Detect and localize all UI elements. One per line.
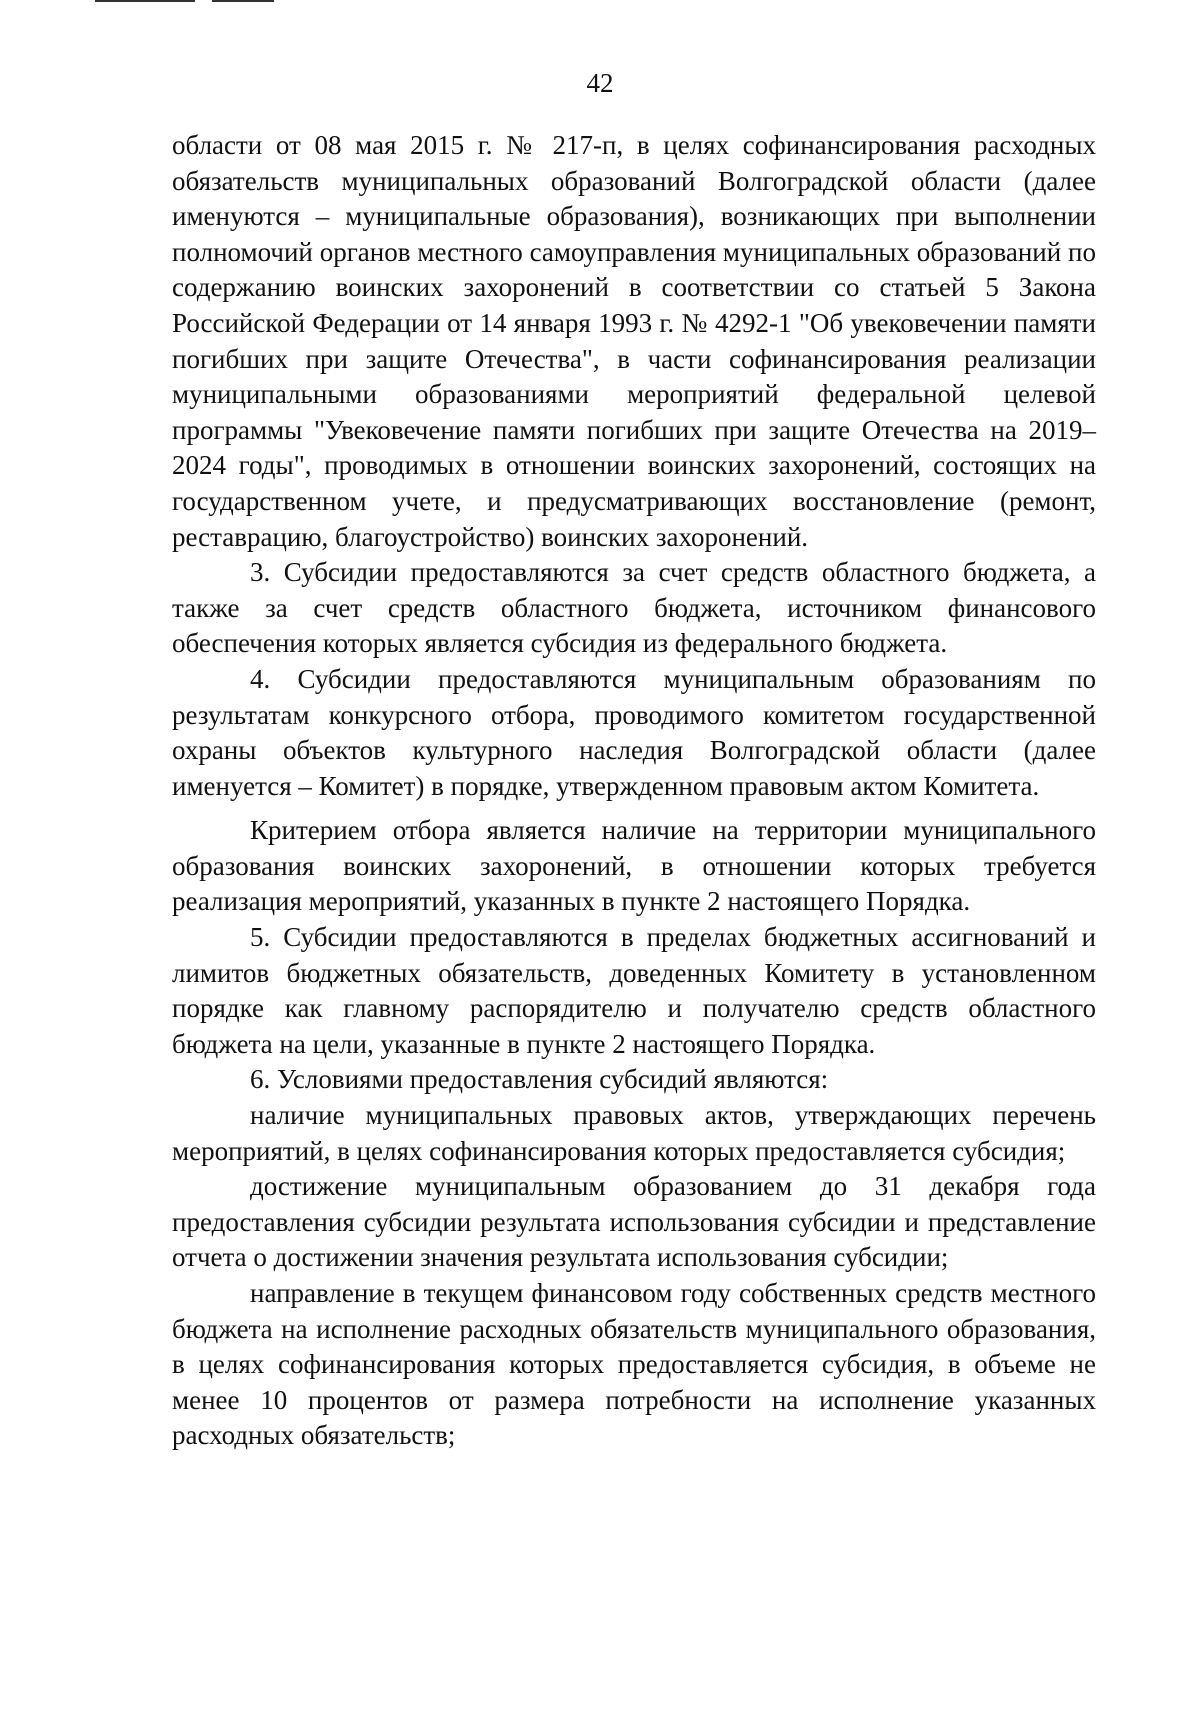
page-number: 42 xyxy=(586,68,614,98)
paragraph-item-6: 6. Условиями предоставления субсидий являются: xyxy=(250,1064,829,1095)
paragraph-condition-legal-acts: наличие муниципальных правовых актов, утверждающих перечень мероприятий, в целях софинансирования которых предоставляется субсидия; xyxy=(172,1100,1096,1166)
paragraph-condition-own-funds: направление в текущем финансовом году собственных средств местного бюджета на исполнение расходных обязательств муниципального образования, в целях софинансирования которых предоставляется субсидия, в объеме не менее 10 процентов от размера потребности на исполнение указанных расходных обязательств; xyxy=(172,1278,1096,1451)
paragraph-item-4: 4. Субсидии предоставляются муниципальным образованиям по результатам конкурсного отбора, проводимого комитетом государственной охраны объектов культурного наследия Волгоградской области (далее именуется – Комитет) в порядке, утвержденном правовым актом Комитета. xyxy=(172,663,1096,801)
paragraph-continuation: области от 08 мая 2015 г. № 217-п, в целях софинансирования расходных обязательств муниципальных образований Волгоградской области (далее именуются – муниципальные образования), возникающих при выполнении полномочий органов местного самоуправления муниципальных образований по содержанию воинских захоронений в соответствии со статьей 5 Закона Российской Федерации от 14 января 1993 г. № 4292-1 "Об увековечении памяти погибших при защите Отечества", в части софинансирования реализации муниципальными образованиями мероприятий федеральной целевой программы "Увековечение памяти погибших при защите Отечества на 2019–2024 годы", проводимых в отношении воинских захоронений, состоящих на государственном учете, и предусматривающих восстановление (ремонт, реставрацию, благоустройство) воинских захоронений. xyxy=(172,130,1096,552)
document-body xyxy=(172,128,1096,1454)
paragraph-item-3: 3. Субсидии предоставляются за счет средств областного бюджета, а также за счет средств областного бюджета, источником финансового обеспечения которых является субсидия из федерального бюджета. xyxy=(172,557,1096,659)
paragraph-condition-result: достижение муниципальным образованием до 31 декабря года предоставления субсидии результата использования субсидии и представление отчета о достижении значения результата использования субсидии; xyxy=(172,1171,1096,1273)
scan-edge-mark xyxy=(95,0,195,2)
paragraph-selection-criterion: Критерием отбора является наличие на территории муниципального образования воинских захоронений, в отношении которых требуется реализация мероприятий, указанных в пункте 2 настоящего Порядка. xyxy=(172,815,1096,917)
scan-edge-mark xyxy=(212,0,274,2)
paragraph-item-5: 5. Субсидии предоставляются в пределах бюджетных ассигнований и лимитов бюджетных обязательств, доведенных Комитету в установленном порядке как главному распорядителю и получателю средств областного бюджета на цели, указанные в пункте 2 настоящего Порядка. xyxy=(172,922,1096,1059)
